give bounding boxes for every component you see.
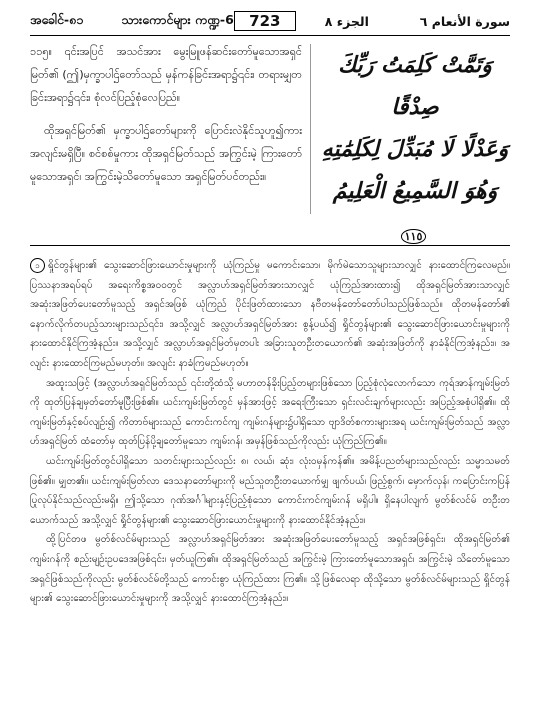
translation-paragraph: ၁၁၅။ ၎င်းအပြင် အသင်အား မွေးမြူဖန်ဆင်းတော်မူသောအရှင်မြတ်၏ (ဤ)မှက္ခာပါဌ်တော်သည် မှန်ကန်ခြင်းအရာ၌၎င်း၊ တရားမျှတခြင်းအရာ၌၎င်း၊ စုံလင်ပြည့်စုံလေပြည်။ [30,45,302,104]
footnote-paragraph: အထူးသဖြင့် (အလ္လာဟ်အရှင်မြတ်သည် ၎င်းတို့ထံသို့ မဟာတန်ခိုးပြည့်ဝာများဖြစ်သော ပြည့်စုံလုံလောက်သော ကုရ်အာန်ကျမ်းမြတ်ကို ထုတ်ပြန်ချမှတ်တော်မူပြီးဖြစ်၏။ ယင်းကျမ်းမြတ်တွင် မှန်အားဖြင့် အရေးကြီးသော ရှင်းလင်းချက်များလည်း အပြည့်အစုံပါရှိ၏။ ထိုကျမ်းမြတ်နှင့်စပ်လျဉ်း၍ ကိတာဗ်များသည် ကောင်းကင်ကျ ကျမ်းဂန်များ၌ပါရှိသော ဗျာဒိတ်စကားများအရ ယင်းကျမ်းမြတ်သည် အလ္လာဟ်အရှင်မြတ် ထံတော်မှ ထုတ်ပြန်ပို့ချတော်မူသော ကျမ်းဂန်၊ အမှန်ဖြစ်သည်ကိုလည်း ယုံကြည်ကြ၏။ [30,377,510,448]
footnote-paragraph: ယင်းကျမ်းမြတ်တွင်ပါရှိသော သတင်းများသည်လည်း ၈၊ လယ်၊ ဆုံး၊ လုံးဝမှန်ကန်၏။ အမိန့်ပညတ်များသည်လည်း သမ္မာသမတ်ဖြစ်၏။ မျှတ၏။ ယင်းကျမ်းမြတ်လာ ဒေသနာတော်များကို မည်သူတဦးတယောက်မျှ ဖျက်ပယ်၊ ဖြည့်စွက်၊ မှောက်လှန်၊ ကပြောင်းကပြန် ပြုလုပ်နိုင်သည်လည်းမရှိ။ ဤသို့သော ဂုဏ်အင်္ဂါများနှင့်ပြည့်စုံသော ကောင်းကင်ကျမ်းဂန် မရှိပါ။ ရှိနေပါလျက် မွတ်စ်လင်မ် တဦးတယောက်သည် အသို့လျှင် ရှိုင်တွန်များ၏ သွေးဆောင်ဖြားယောင်းမှုများကို နားထောင်နိုင်အံ့နည်း။ [30,455,510,526]
arabic-line: وَعَدْلًا لَا مُبَدِّلَ لِكَلِمَٰتِهِ [321,136,509,162]
header-juz: الجزء ٨ [324,13,369,29]
arabic-line: وَتَمَّتْ كَلِمَتُ رَبِّكَ صِدْقًا [338,52,492,120]
verse-section [30,40,510,243]
header-surah-arabic: سورة الأنعام ٦ [419,13,510,29]
arabic-line-text: وَهُوَ السَّمِيعُ الْعَلِيمُ [332,178,498,204]
page-number: 723 [234,11,296,31]
page-header [30,10,510,32]
header-section-label: အခေါင်-၈၁ [30,11,84,27]
footnote-commentary [30,256,510,609]
verse-translation [30,40,302,188]
translation-paragraph: ထိုအရှင်မြတ်၏ မှက္ခာပါဌ်တော်များကို ပြောင်းလဲနိုင်သူဟူ၍ကားအလျင်းမရှိပြီ။ စင်စစ်မှုကား ထိုအရှင်မြတ်သည် အကြွင်းမဲ့ ကြားတော်မူသောအရှင်၊ အကြွင်းမဲ့သိတော်မူသော အရှင်မြတ်ပင်တည်း။ [30,124,302,183]
arabic-verse [320,44,510,258]
footnote-marker: ၁ [30,258,45,273]
ayah-number-marker: ١١٥ [401,229,427,244]
footnote-text: ရှိုင်တွန်များ၏ သွေးဆောင်ဖြားယောင်းမှုများကို ယုံကြည်မှု မကောင်းသော၊ မိုက်မဲသောသူများသာလျှင် နားထောင်ကြလေမည်။ ပြဿနာအရပ်ရပ် အရေးကိစ္စအဝဝတွင် အလ္လာဟ်အရှင်မြတ်အားသာလျှင် ယုံကြည်အားထား၍ ထိုအရှင်မြတ်အားသာလျှင် အဆုံးအဖြတ်ပေးတော်မူသည့် အရှင်အဖြစ် ယုံကြည် ပိုင်းဖြတ်ထားသော နဗီတမန်တော်တော်ပါသည်ဖြစ်သည်။ ထိုတမန်တော်၏ နောက်လိုက်တပည့်သားများသည်၎င်း၊ အသို့လျှင် အလ္လာဟ်အရှင်မြတ်အား စွန့်ပယ်၍ ရှိုင်တွန်များ၏ သွေးဆောင်ဖြားယောင်းမှုများကို နားထောင်နိုင်ကြအံ့နည်း။ အသို့လျှင် အလ္လာဟ်အရှင်မြတ်မှတပါး အခြားသူတဦးတယောက်၏ အဆုံးအဖြတ်ကို နာခံနိုင်ကြအံ့နည်း။ အလျင်း နားထောင်ကြမည်မဟုတ်။ အလျင်း နာခံကြမည်မဟုတ်။ [30,260,510,369]
header-surah-myanmar: သားကောင်များ ကဏ္ဍ-6 [121,11,234,27]
footnote-divider [30,245,510,246]
footnote-paragraph [30,256,510,374]
footnote-paragraph: ထို့ပြင်တဖ မွတ်စ်လင်မ်များသည် အလ္လာဟ်အရှင်မြတ်အား အဆုံးအဖြတ်ပေးတော်မူသည့် အရှင်အဖြစ်ရှင်း၊ ထိုအရှင်မြတ်၏ ကျမ်းဂန်ကို စည်းမျဉ်းဥပဒေအဖြစ်၎င်း၊ မှတ်ယူကြ၏။ ထိုအရှင်မြတ်သည် အကြွင်းမဲ့ ကြားတော်မူသောအရှင်၊ အကြွင်းမဲ့ သိတော်မူသောအရှင်ဖြစ်သည်ကိုလည်း မွတ်စ်လင်မ်တို့သည် ကောင်းစွာ ယုံကြည်ထား ကြ၏။ သို့ဖြစ်လေရာ ထိုသို့သော မွတ်စ်လင်မ်များသည် ရှိုင်တွန်များ၏ သွေးဆောင်ဖြားယောင်းမှုများကို အသို့လျှင် နားထောင်ကြအံ့နည်း။ [30,534,510,605]
column-divider [310,44,311,214]
header-divider [30,35,510,36]
